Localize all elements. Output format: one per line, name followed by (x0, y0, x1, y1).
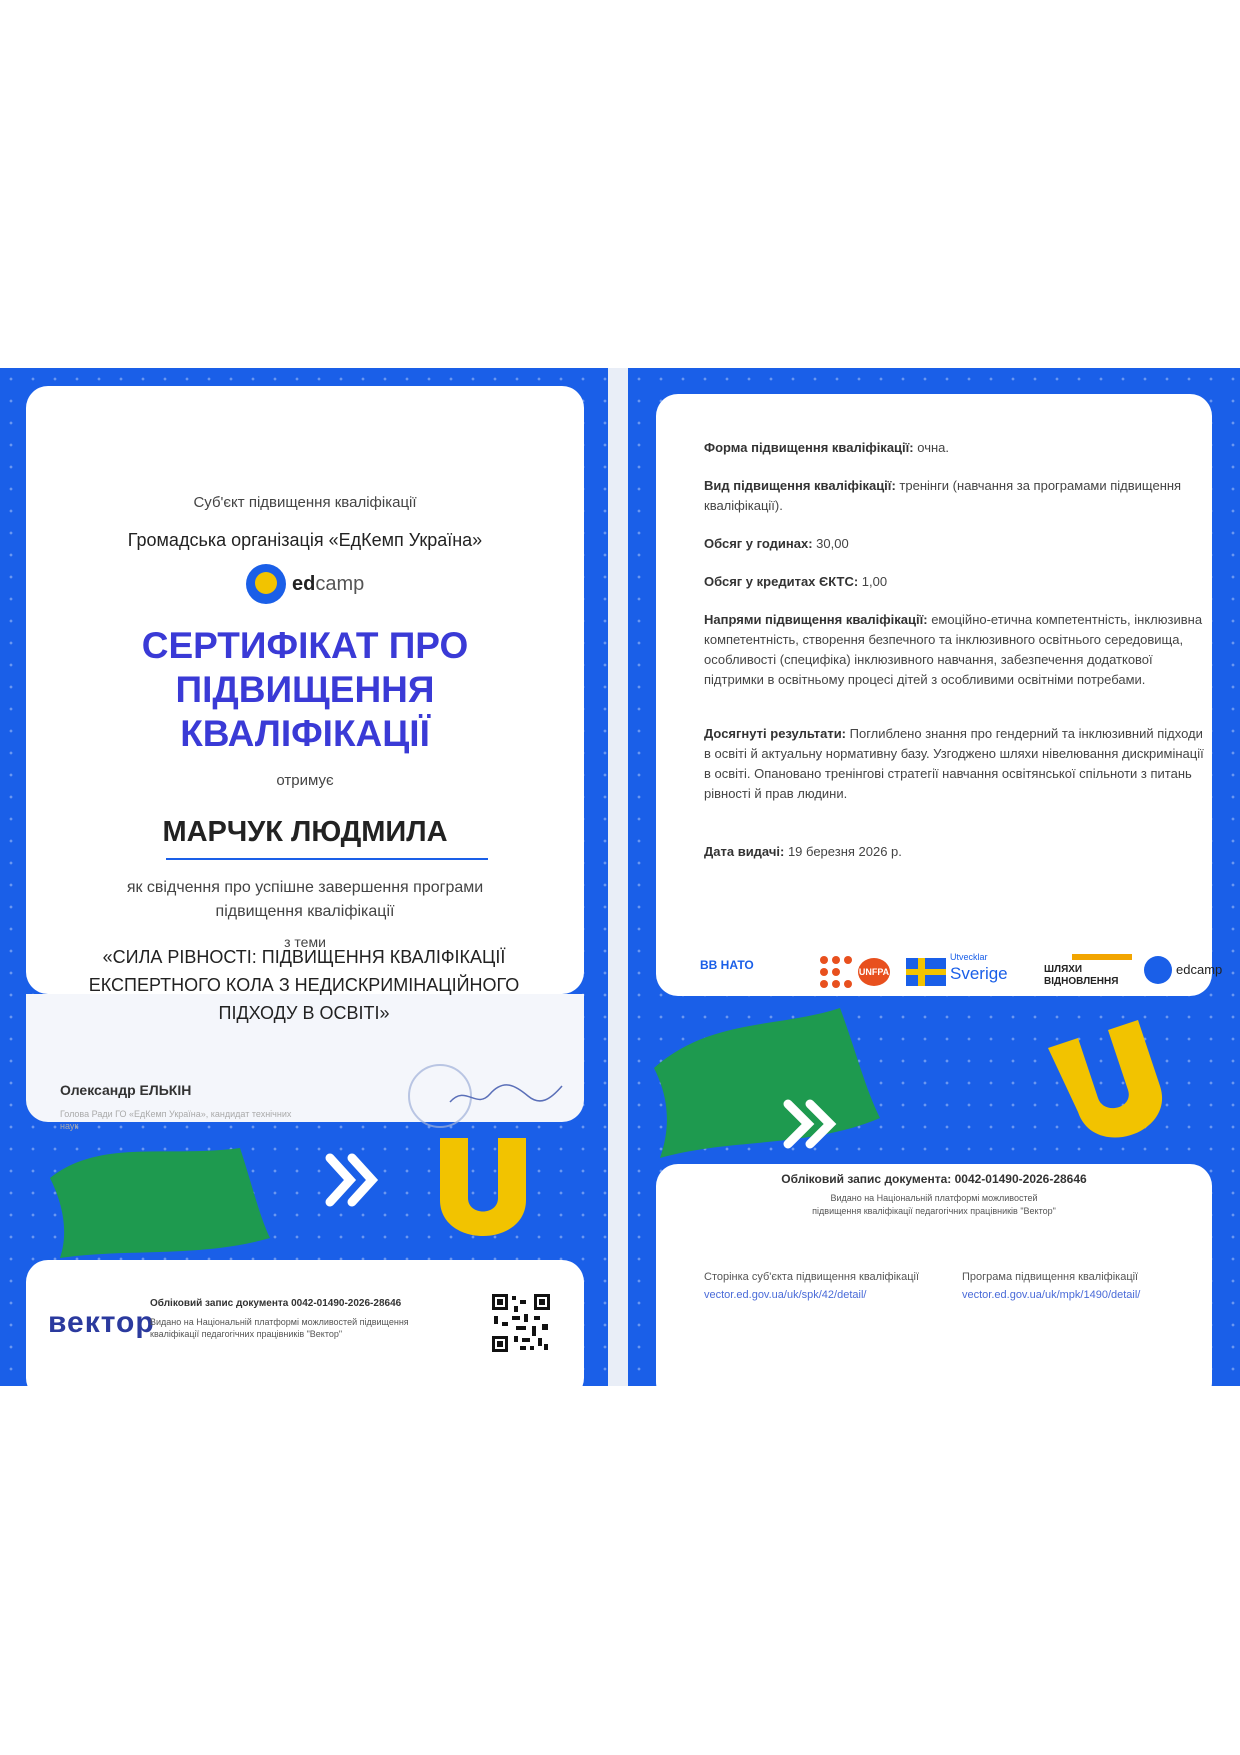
recovery-bar-icon (1072, 954, 1132, 960)
chevrons-icon (330, 1158, 372, 1202)
swedish-flag-icon (906, 958, 946, 986)
record-title: Обліковий запис документа 0042-01490-2026-28646 (150, 1298, 402, 1309)
qr-code-icon[interactable] (490, 1292, 552, 1354)
certificate-title (26, 624, 584, 756)
recipient-name: МАРЧУК ЛЮДМИЛА (162, 816, 448, 848)
directions-field: Напрями підвищення кваліфікації: емоційно-етична компетентність, інклюзивна компетентність, створення безпечного та інклюзивного освітнього середовища, особливості (специфіка) інклюзивного навчання, забезпечення додаткової підтримки в освітньому процесі дітей з особливими освітніми потребами. (704, 612, 1203, 687)
credits-field: Обсяг у кредитах ЄКТС: 1,00 (704, 574, 888, 589)
details-card (656, 394, 1223, 996)
evidence-text (26, 876, 584, 924)
sponsor-edcamp-logo: edcamp (1176, 962, 1223, 977)
green-wave-shape (654, 1008, 880, 1158)
subject-page-link[interactable]: vector.ed.gov.ua/uk/spk/42/detail/ (704, 1289, 867, 1301)
topic-line-1: «СИЛА РІВНОСТІ: ПІДВИЩЕННЯ КВАЛІФІКАЦІЇ (102, 947, 506, 967)
edcamp-small-emblem-icon (1144, 956, 1172, 984)
decorative-shapes-right (650, 1008, 1230, 1168)
title-line-1: СЕРТИФІКАТ ПРО (141, 625, 469, 666)
green-wave-shape (50, 1148, 270, 1258)
program-label: Програма підвищення кваліфікації (962, 1271, 1139, 1283)
type-field: Вид підвищення кваліфікації: тренінги (навчання за програмами підвищення кваліфікації). (704, 478, 1182, 513)
sponsor-logos (700, 950, 1223, 994)
logo-text-rest: camp (315, 572, 365, 595)
program-block (962, 1268, 1202, 1304)
record-subtitle: Видано на Національній платформі можливостей підвищення кваліфікації педагогічних працівників "Вектор" (150, 1317, 409, 1339)
form-field: Форма підвищення кваліфікації: очна. (704, 440, 949, 455)
topic-line-2: ЕКСПЕРТНОГО КОЛА З НЕДИСКРИМІНАЦІЙНОГО (88, 975, 520, 995)
topic-title (0, 943, 608, 1027)
evidence-line-2: підвищення кваліфікації (215, 903, 395, 920)
signature-icon (446, 1080, 566, 1110)
logo-text-bold: ed (292, 572, 316, 595)
subject-label: Суб'єкт підвищення кваліфікації (193, 494, 417, 511)
title-line-2: ПІДВИЩЕННЯ (175, 669, 435, 710)
hours-field: Обсяг у годинах: 30,00 (704, 536, 849, 551)
signer-name: Олександр ЕЛЬКІН (60, 1082, 192, 1098)
sponsor-unfpa-logo: UNFPA (858, 958, 890, 986)
certificate-main-card (26, 386, 584, 994)
receives-label: отримує (276, 772, 334, 789)
sponsor-bb-nato-logo: ВВ НАТО (700, 958, 754, 972)
unfpa-dots-icon (818, 954, 854, 990)
title-line-3: КВАЛІФІКАЦІЇ (180, 713, 430, 754)
topic-label: з теми (284, 934, 326, 950)
results-field: Досягнуті результати: Поглиблено знання про гендерний та інклюзивний підходи в освіті й актуальну нормативну базу. Узгоджено шляхи нівелювання дискримінації в освіті. Опановано тренінгові стратегії навчання освітянської спільноти з питань рівності й прав людини. (704, 726, 1204, 801)
topic-line-3: ПІДХОДУ В ОСВІТІ» (218, 1003, 390, 1023)
vektor-logo: вектор (48, 1306, 155, 1339)
program-link[interactable]: vector.ed.gov.ua/uk/mpk/1490/detail/ (962, 1289, 1141, 1301)
organization-name: Громадська організація «ЕдКемп Україна» (127, 530, 483, 550)
record-footer-card (656, 1164, 1212, 1386)
sponsor-sverige-top: Utvecklar (950, 952, 988, 962)
edcamp-emblem-icon (246, 564, 286, 604)
page-gap (608, 368, 628, 1386)
signer-role: Голова Ради ГО «ЕдКемп Україна», кандидат технічних наук (60, 1109, 292, 1131)
yellow-u-shape (440, 1138, 526, 1236)
record-subtitle-right: Видано на Національній платформі можливостей підвищення кваліфікації педагогічних працівників "Вектор" (812, 1193, 1056, 1216)
subject-page-block (704, 1268, 944, 1304)
sponsor-recovery-logo: ШЛЯХИ ВІДНОВЛЕННЯ (1044, 964, 1119, 987)
certificate-back-page (628, 368, 1240, 1386)
evidence-line-1: як свідчення про успішне завершення програми (126, 879, 484, 896)
sponsor-sverige-logo: Sverige (950, 964, 1008, 983)
certificate-front-page (0, 368, 608, 1386)
vektor-footer-card (26, 1260, 584, 1386)
decorative-shapes (40, 1138, 600, 1268)
edcamp-logo (246, 564, 364, 604)
yellow-u-shape (1048, 1020, 1162, 1138)
name-underline (166, 858, 488, 860)
date-field: Дата видачі: 19 березня 2026 р. (704, 844, 902, 859)
subject-page-label: Сторінка суб'єкта підвищення кваліфікації (704, 1271, 919, 1283)
record-title-right: Обліковий запис документа: 0042-01490-2026-28646 (781, 1172, 1087, 1186)
